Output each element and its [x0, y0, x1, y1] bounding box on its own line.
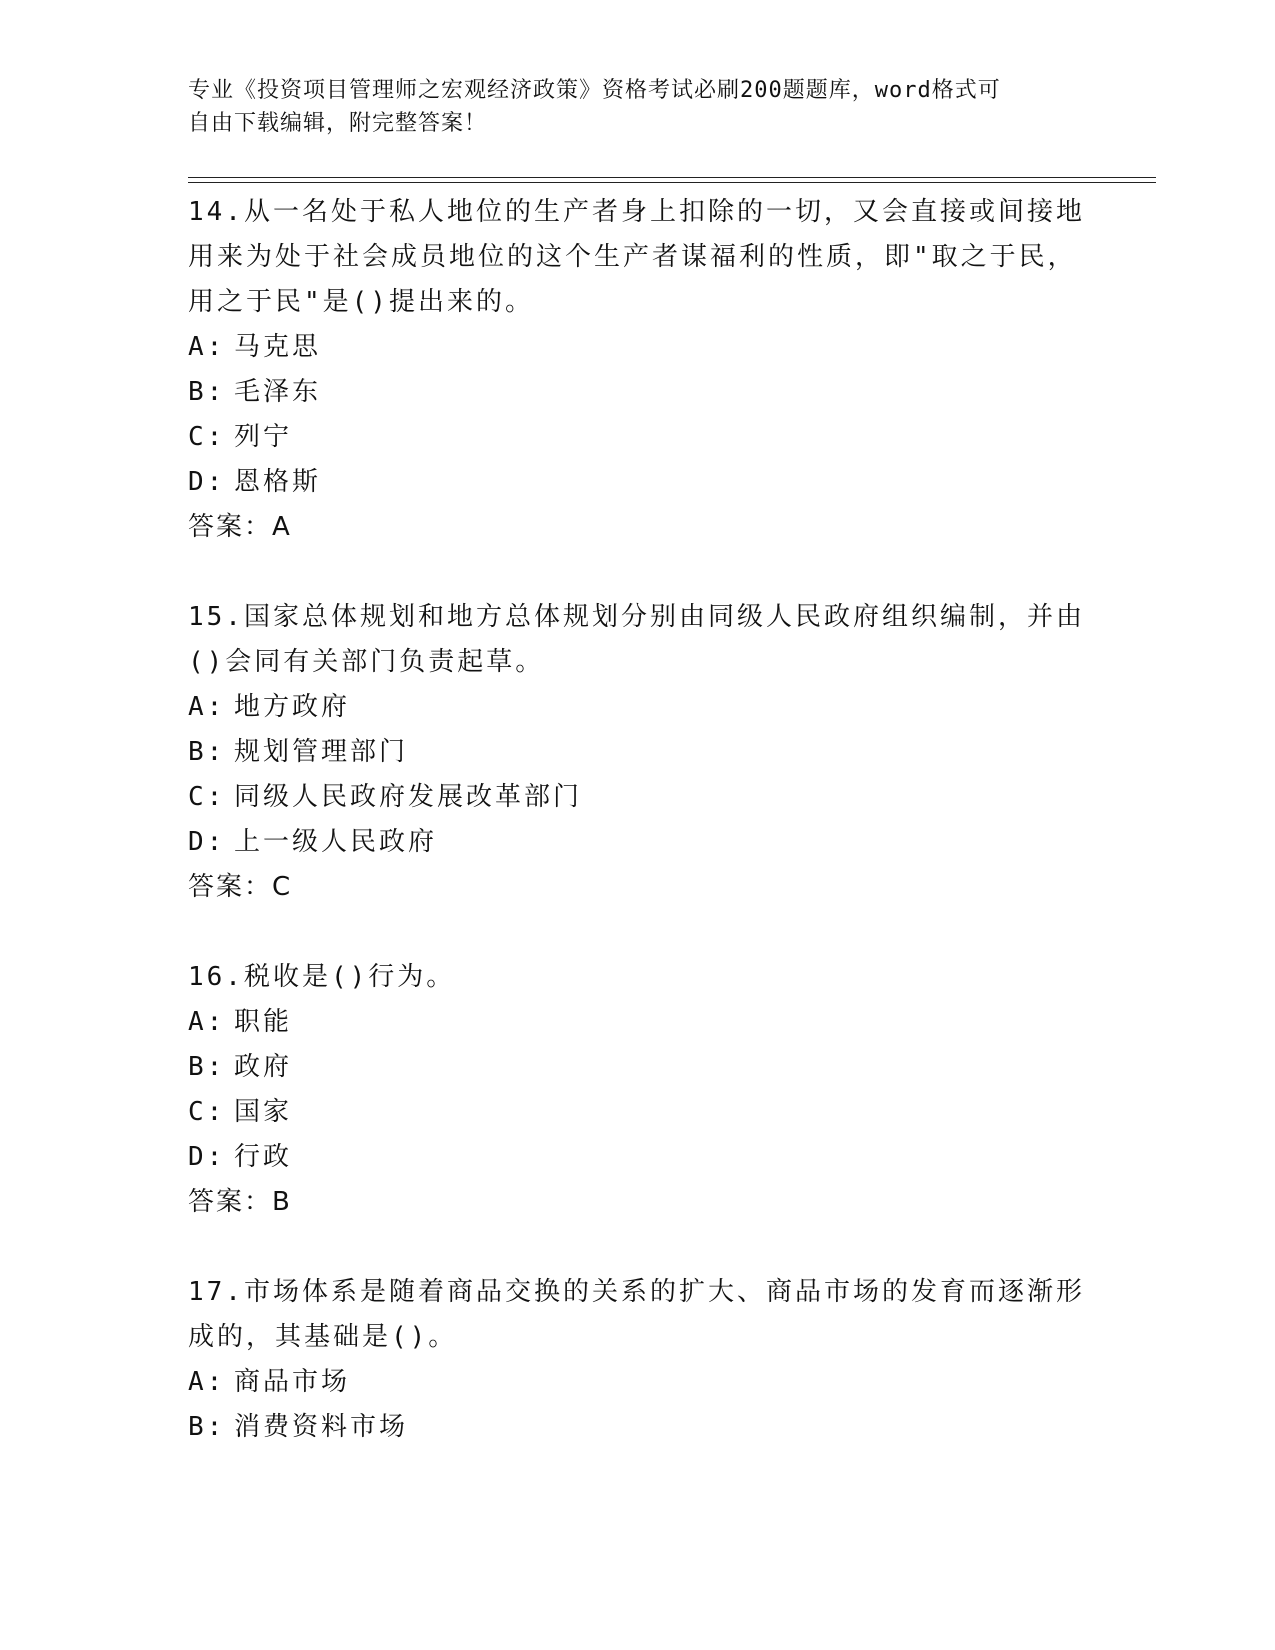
option-letter: C:	[188, 782, 226, 812]
option-list	[188, 325, 1088, 505]
answer-line: 答案：C	[188, 872, 293, 902]
option-item	[188, 1000, 1088, 1045]
option-text: 马克思	[234, 332, 322, 362]
option-letter: A:	[188, 332, 226, 362]
option-list	[188, 1000, 1088, 1180]
option-letter: D:	[188, 827, 226, 857]
question-spacer	[188, 910, 1088, 955]
option-letter: C:	[188, 1097, 226, 1127]
question-spacer	[188, 550, 1088, 595]
option-text: 恩格斯	[234, 467, 322, 497]
option-text: 政府	[234, 1052, 293, 1082]
option-item	[188, 325, 1088, 370]
option-text: 行政	[234, 1142, 293, 1172]
option-text: 列宁	[234, 422, 293, 452]
option-item	[188, 730, 1088, 775]
question-spacer	[188, 1225, 1088, 1270]
header-divider-bottom	[188, 182, 1156, 183]
option-letter: D:	[188, 467, 226, 497]
option-letter: B:	[188, 737, 226, 767]
option-text: 商品市场	[234, 1367, 351, 1397]
question-stem-line: 用之于民"是()提出来的。	[188, 287, 534, 317]
question-stem-line: 成的，其基础是()。	[188, 1322, 458, 1352]
question-block	[188, 1270, 1088, 1450]
question-stem-line: 15.国家总体规划和地方总体规划分别由同级人民政府组织编制，并由	[188, 602, 1085, 632]
option-letter: B:	[188, 1052, 226, 1082]
question-list	[188, 190, 1088, 1450]
answer-line: 答案：A	[188, 512, 292, 542]
option-letter: A:	[188, 1007, 226, 1037]
option-item	[188, 1360, 1088, 1405]
option-item	[188, 1405, 1088, 1450]
option-list	[188, 685, 1088, 865]
option-letter: B:	[188, 1412, 226, 1442]
header-line-2: 自由下载编辑，附完整答案！	[188, 111, 488, 136]
option-item	[188, 685, 1088, 730]
option-text: 地方政府	[234, 692, 351, 722]
question-stem-line: ()会同有关部门负责起草。	[188, 647, 545, 677]
question-stem-line: 17.市场体系是随着商品交换的关系的扩大、商品市场的发育而逐渐形	[188, 1277, 1085, 1307]
option-item	[188, 1135, 1088, 1180]
question-stem-line: 用来为处于社会成员地位的这个生产者谋福利的性质，即"取之于民，	[188, 242, 1077, 272]
option-text: 毛泽东	[234, 377, 322, 407]
header-divider-top	[188, 177, 1156, 178]
option-item	[188, 415, 1088, 460]
question-block	[188, 595, 1088, 955]
header-line-1: 专业《投资项目管理师之宏观经济政策》资格考试必刷200题题库，word格式可	[188, 78, 1001, 103]
option-text: 职能	[234, 1007, 293, 1037]
answer-line: 答案：B	[188, 1187, 292, 1217]
option-item	[188, 1090, 1088, 1135]
option-item	[188, 775, 1088, 820]
option-letter: D:	[188, 1142, 226, 1172]
option-item	[188, 1045, 1088, 1090]
option-item	[188, 370, 1088, 415]
option-letter: A:	[188, 692, 226, 722]
option-text: 消费资料市场	[234, 1412, 409, 1442]
question-stem-line: 14.从一名处于私人地位的生产者身上扣除的一切，又会直接或间接地	[188, 197, 1085, 227]
question-block	[188, 190, 1088, 595]
question-stem-line: 16.税收是()行为。	[188, 962, 456, 992]
option-letter: B:	[188, 377, 226, 407]
option-text: 上一级人民政府	[234, 827, 438, 857]
option-item	[188, 460, 1088, 505]
option-text: 国家	[234, 1097, 293, 1127]
option-item	[188, 820, 1088, 865]
option-letter: C:	[188, 422, 226, 452]
option-text: 规划管理部门	[234, 737, 409, 767]
option-text: 同级人民政府发展改革部门	[234, 782, 583, 812]
question-block	[188, 955, 1088, 1270]
option-list	[188, 1360, 1088, 1450]
document-header	[188, 74, 1068, 140]
option-letter: A:	[188, 1367, 226, 1397]
